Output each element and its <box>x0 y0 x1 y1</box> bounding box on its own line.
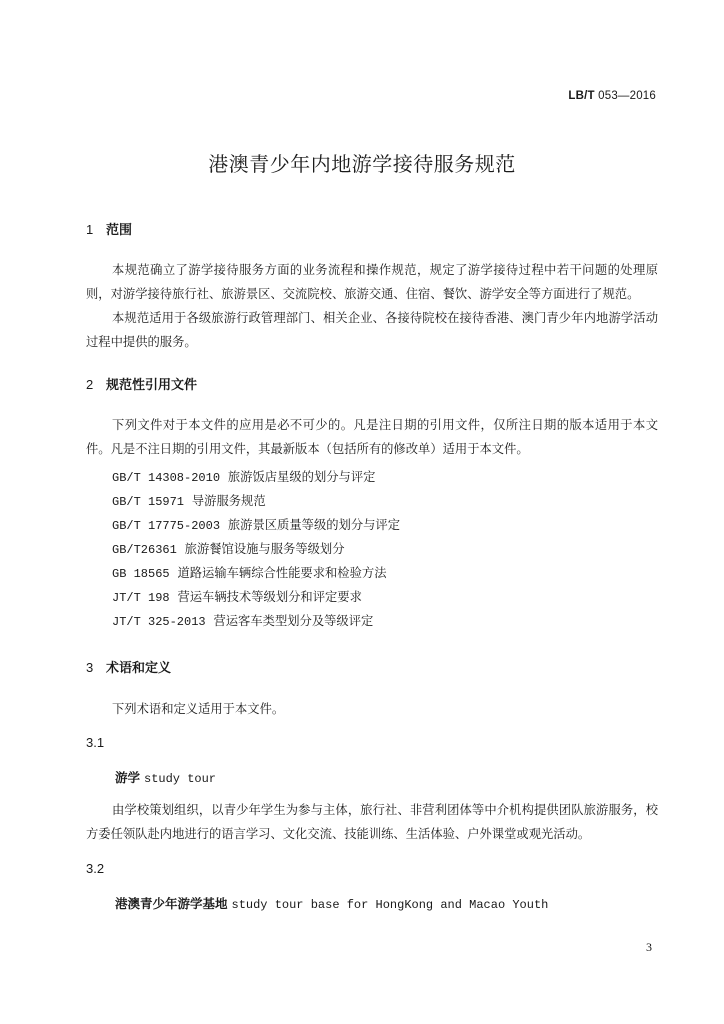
reference-item <box>112 491 266 509</box>
reference-item <box>112 611 373 629</box>
term-english: study tour <box>144 772 217 786</box>
references-intro-paragraph: 下列文件对于本文件的应用是必不可少的。凡是注日期的引用文件，仅所注日期的版本适用于本文件。凡是不注日期的引用文件，其最新版本（包括所有的修改单）适用于本文件。 <box>86 418 658 456</box>
reference-code: GB/T 17775-2003 <box>112 519 221 533</box>
reference-item <box>112 539 345 557</box>
reference-title: 营运车辆技术等级划分和评定要求 <box>177 590 362 604</box>
section-heading-terms <box>86 657 171 676</box>
term-chinese: 游学 <box>115 770 141 785</box>
reference-title: 旅游景区质量等级的划分与评定 <box>227 518 401 532</box>
reference-title: 道路运输车辆综合性能要求和检验方法 <box>177 566 387 580</box>
section-heading-normative-references <box>86 374 197 393</box>
term-number: 3.1 <box>86 735 105 750</box>
term-heading <box>115 768 216 786</box>
section-number: 1 <box>86 222 94 237</box>
term-english: study tour base for HongKong and Macao Youth <box>231 898 549 912</box>
reference-code: GB 18565 <box>112 567 170 581</box>
reference-item <box>112 563 387 581</box>
page-title: 港澳青少年内地游学接待服务规范 <box>208 152 516 176</box>
reference-item <box>112 587 362 605</box>
term-number: 3.2 <box>86 861 105 876</box>
reference-title: 旅游饭店星级的划分与评定 <box>227 470 376 484</box>
reference-code: GB/T26361 <box>112 543 177 557</box>
section-number: 2 <box>86 377 94 392</box>
reference-code: JT/T 198 <box>112 591 170 605</box>
reference-item <box>112 467 375 485</box>
reference-code: GB/T 15971 <box>112 495 185 509</box>
term-chinese: 港澳青少年游学基地 <box>115 896 228 911</box>
term-heading <box>115 894 548 912</box>
section-number: 3 <box>86 660 94 675</box>
reference-title: 营运客车类型划分及等级评定 <box>213 614 374 628</box>
scope-paragraph-1: 本规范确立了游学接待服务方面的业务流程和操作规范，规定了游学接待过程中若干问题的处理原则，对游学接待旅行社、旅游景区、交流院校、旅游交通、住宿、餐饮、游学安全等方面进行了规范。 <box>86 263 658 301</box>
reference-title: 导游服务规范 <box>191 494 266 508</box>
section-title: 规范性引用文件 <box>106 378 198 393</box>
reference-item <box>112 515 400 533</box>
standard-code-prefix: LB/T <box>568 90 595 102</box>
term-definition: 由学校策划组织，以青少年学生为参与主体，旅行社、非营利团体等中介机构提供团队旅游服务，校方委任领队赴内地进行的语言学习、文化交流、技能训练、生活体验、户外课堂或观光活动。 <box>86 803 658 841</box>
scope-paragraph-2: 本规范适用于各级旅游行政管理部门、相关企业、各接待院校在接待香港、澳门青少年内地游学活动过程中提供的服务。 <box>86 311 658 349</box>
terms-intro-paragraph: 下列术语和定义适用于本文件。 <box>112 702 285 716</box>
section-heading-scope <box>86 219 132 238</box>
standard-code <box>568 90 656 102</box>
standard-code-number: 053—2016 <box>598 90 656 102</box>
section-title: 范围 <box>106 223 133 238</box>
reference-code: JT/T 325-2013 <box>112 615 206 629</box>
page-number: 3 <box>646 940 652 954</box>
reference-title: 旅游餐馆设施与服务等级划分 <box>184 542 345 556</box>
reference-code: GB/T 14308-2010 <box>112 471 221 485</box>
section-title: 术语和定义 <box>106 661 172 676</box>
